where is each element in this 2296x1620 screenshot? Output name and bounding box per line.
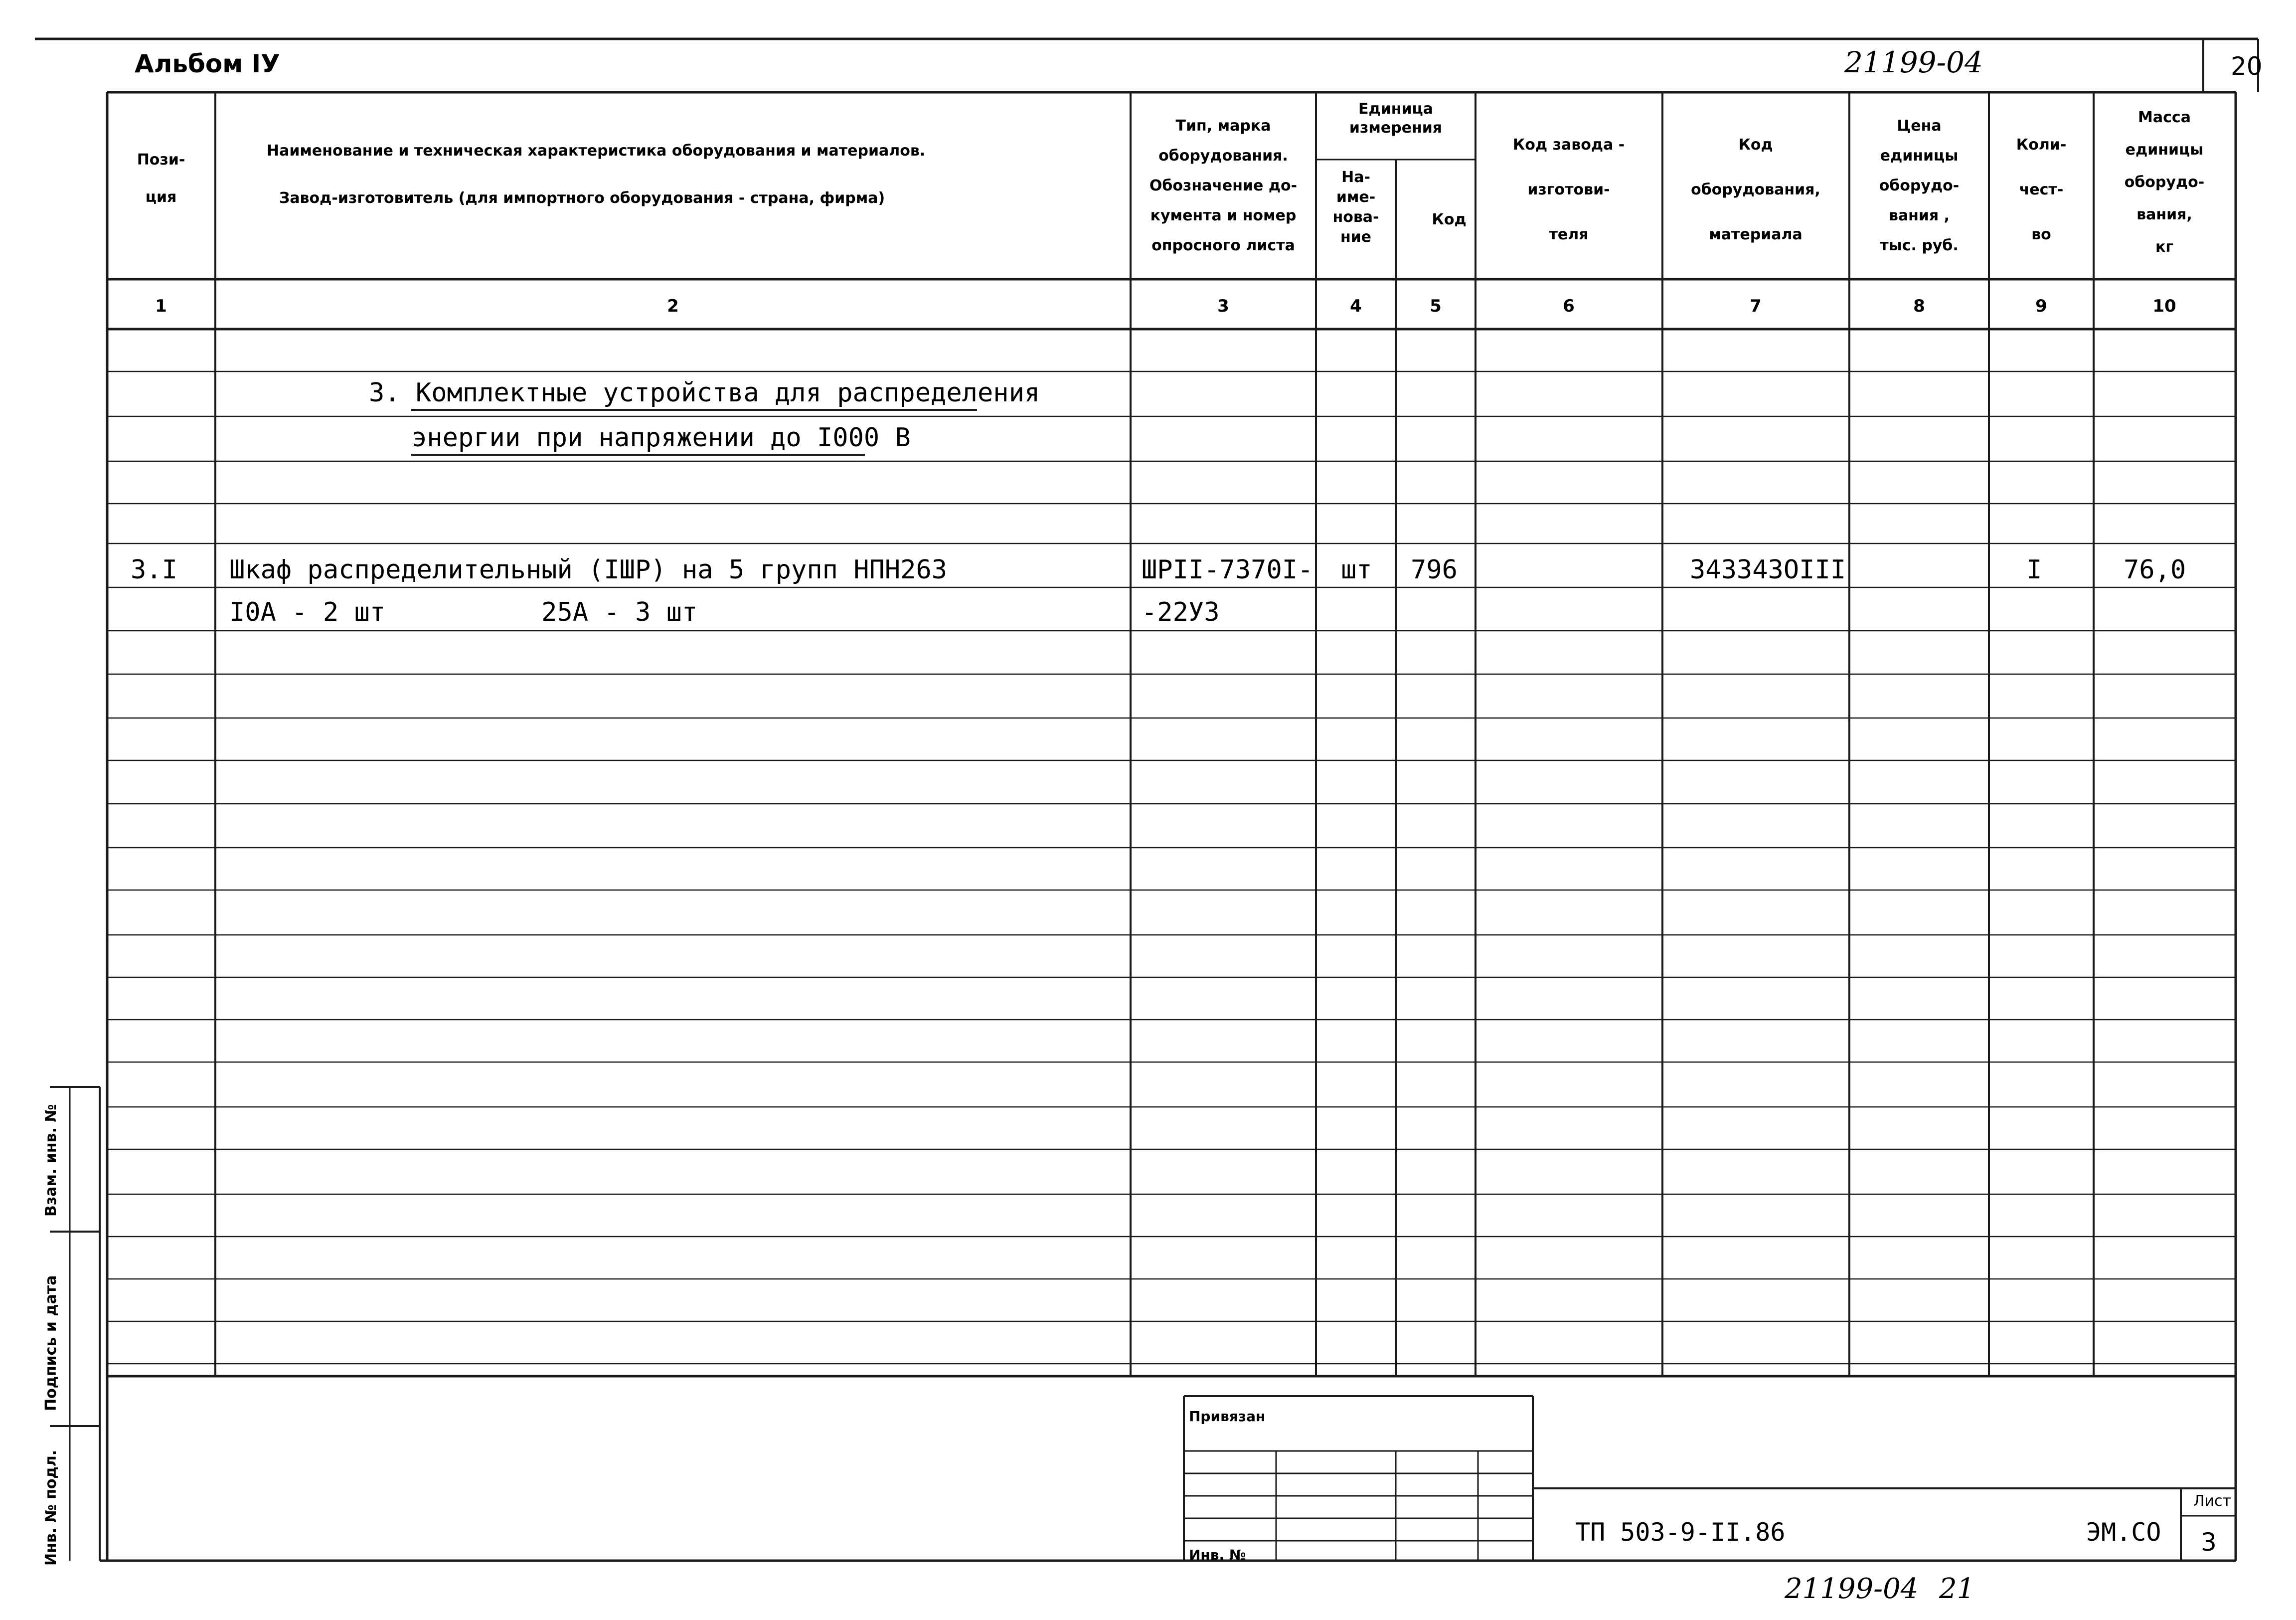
header-c9-line: Коли-	[2016, 136, 2067, 154]
header-c9-line: во	[2031, 226, 2051, 243]
header-c3-line: Обозначение до-	[1149, 177, 1298, 194]
side-stamp	[42, 1104, 60, 1566]
header-mass	[2125, 109, 2205, 256]
item-equipment-code: 343343OIII	[1690, 555, 1846, 585]
header-c10-line: оборудо-	[2124, 174, 2205, 191]
header-equipment-code	[1691, 136, 1820, 243]
header-c8-line: Цена	[1897, 117, 1942, 135]
header-c3-line: кумента и номер	[1150, 207, 1297, 224]
side-inv-replace: Взам. инв. №	[42, 1104, 60, 1217]
column-number: 7	[1750, 296, 1762, 316]
header-c1-line: Пози-	[137, 151, 185, 169]
header-c4-line: нова-	[1332, 208, 1379, 226]
stamp-mark: ЭМ.СО	[2086, 1518, 2161, 1547]
stamp-sheet-number: 3	[2201, 1528, 2217, 1557]
item-position: 3.I	[131, 555, 177, 585]
item-name: Шкаф распределительный (IШР) на 5 групп НПН263	[229, 555, 948, 585]
header-c8-line: оборудо-	[1879, 177, 1960, 194]
stamp-sheet-label: Лист	[2193, 1492, 2232, 1510]
item-type-line2: -22У3	[1142, 597, 1220, 627]
header-c6-line: теля	[1549, 226, 1589, 243]
item-name-line2: I0А - 2 шт 25А - 3 шт	[229, 597, 698, 627]
header-c10-line: Масса	[2138, 109, 2191, 126]
column-number: 8	[1913, 296, 1925, 316]
header-price	[1879, 117, 1960, 254]
doc-number: 21199-04	[1844, 45, 1983, 79]
album-title: Альбом IУ	[135, 49, 280, 78]
header-unit-group	[1349, 100, 1442, 137]
header-c4-line: име-	[1336, 188, 1376, 206]
stamp-bound-label: Привязан	[1189, 1408, 1266, 1425]
section-title-line1: 3. Комплектные устройства для распределения	[369, 378, 1040, 408]
item-mass: 76,0	[2124, 555, 2186, 585]
side-inv-orig: Инв. № подл.	[42, 1449, 60, 1566]
stamp-inv-label: Инв. №	[1189, 1547, 1246, 1563]
header-c4-line: На-	[1341, 169, 1370, 186]
archive-number: 21199-04	[1785, 1573, 1919, 1605]
stamp-code: ТП 503-9-II.86	[1575, 1518, 1786, 1547]
header-c6-line: Код завода -	[1512, 136, 1625, 154]
table-grid	[35, 39, 2258, 1561]
header-type	[1149, 117, 1297, 254]
column-number: 9	[2035, 296, 2047, 316]
header-c45-line: измерения	[1349, 119, 1443, 137]
page-number: 20	[2231, 52, 2263, 81]
header-unit-name	[1332, 169, 1379, 246]
header-c7-line: Код	[1738, 136, 1773, 154]
header-c45-line: Единица	[1358, 100, 1433, 118]
table-row	[131, 555, 2186, 627]
column-headers	[137, 100, 2205, 256]
column-numbers	[155, 296, 2176, 316]
column-number: 4	[1350, 296, 1362, 316]
header-c3-line: опросного листа	[1151, 237, 1295, 254]
header-c10-line: единицы	[2125, 141, 2204, 159]
item-unit-name: шт	[1341, 555, 1372, 585]
item-type: ШРII-7370I-	[1142, 555, 1313, 585]
section-title-line2: энергии при напряжении до I000 В	[411, 423, 911, 453]
header-c8-line: вания ,	[1888, 207, 1950, 224]
column-number: 1	[155, 296, 167, 316]
item-quantity: I	[2026, 555, 2042, 585]
title-block	[1189, 1408, 2231, 1563]
column-number: 3	[1217, 296, 1229, 316]
header-c3-line: оборудования.	[1158, 147, 1288, 165]
header-unit-code: Код	[1432, 211, 1467, 228]
header-position	[137, 151, 185, 206]
header-c7-line: материала	[1709, 226, 1803, 243]
archive-number-suffix: 21	[1939, 1573, 1975, 1605]
header-c9-line: чест-	[2019, 181, 2064, 198]
header-quantity	[2016, 136, 2067, 243]
header-c6-line: изготови-	[1527, 181, 1610, 198]
header-c7-line: оборудования,	[1691, 181, 1820, 198]
side-sign-date: Подпись и дата	[42, 1275, 60, 1411]
header-c10-line: кг	[2155, 238, 2174, 256]
header-c8-line: единицы	[1880, 147, 1959, 165]
header-c8-line: тыс. руб.	[1880, 237, 1959, 254]
header-c2-line: Завод-изготовитель (для импортного оборудования - страна, фирма)	[279, 189, 885, 207]
column-number: 5	[1430, 296, 1442, 316]
header-name	[267, 142, 925, 207]
column-number: 6	[1563, 296, 1575, 316]
header-c1-line: ция	[145, 188, 177, 206]
column-number: 10	[2152, 296, 2176, 316]
header-c4-line: ние	[1340, 228, 1372, 246]
header-factory-code	[1513, 136, 1625, 243]
header-c2-line: Наименование и техническая характеристика оборудования и материалов.	[267, 142, 926, 160]
item-unit-code: 796	[1411, 555, 1458, 585]
column-number: 2	[667, 296, 679, 316]
header-c10-line: вания,	[2136, 206, 2192, 223]
header-c3-line: Тип, марка	[1175, 117, 1271, 135]
